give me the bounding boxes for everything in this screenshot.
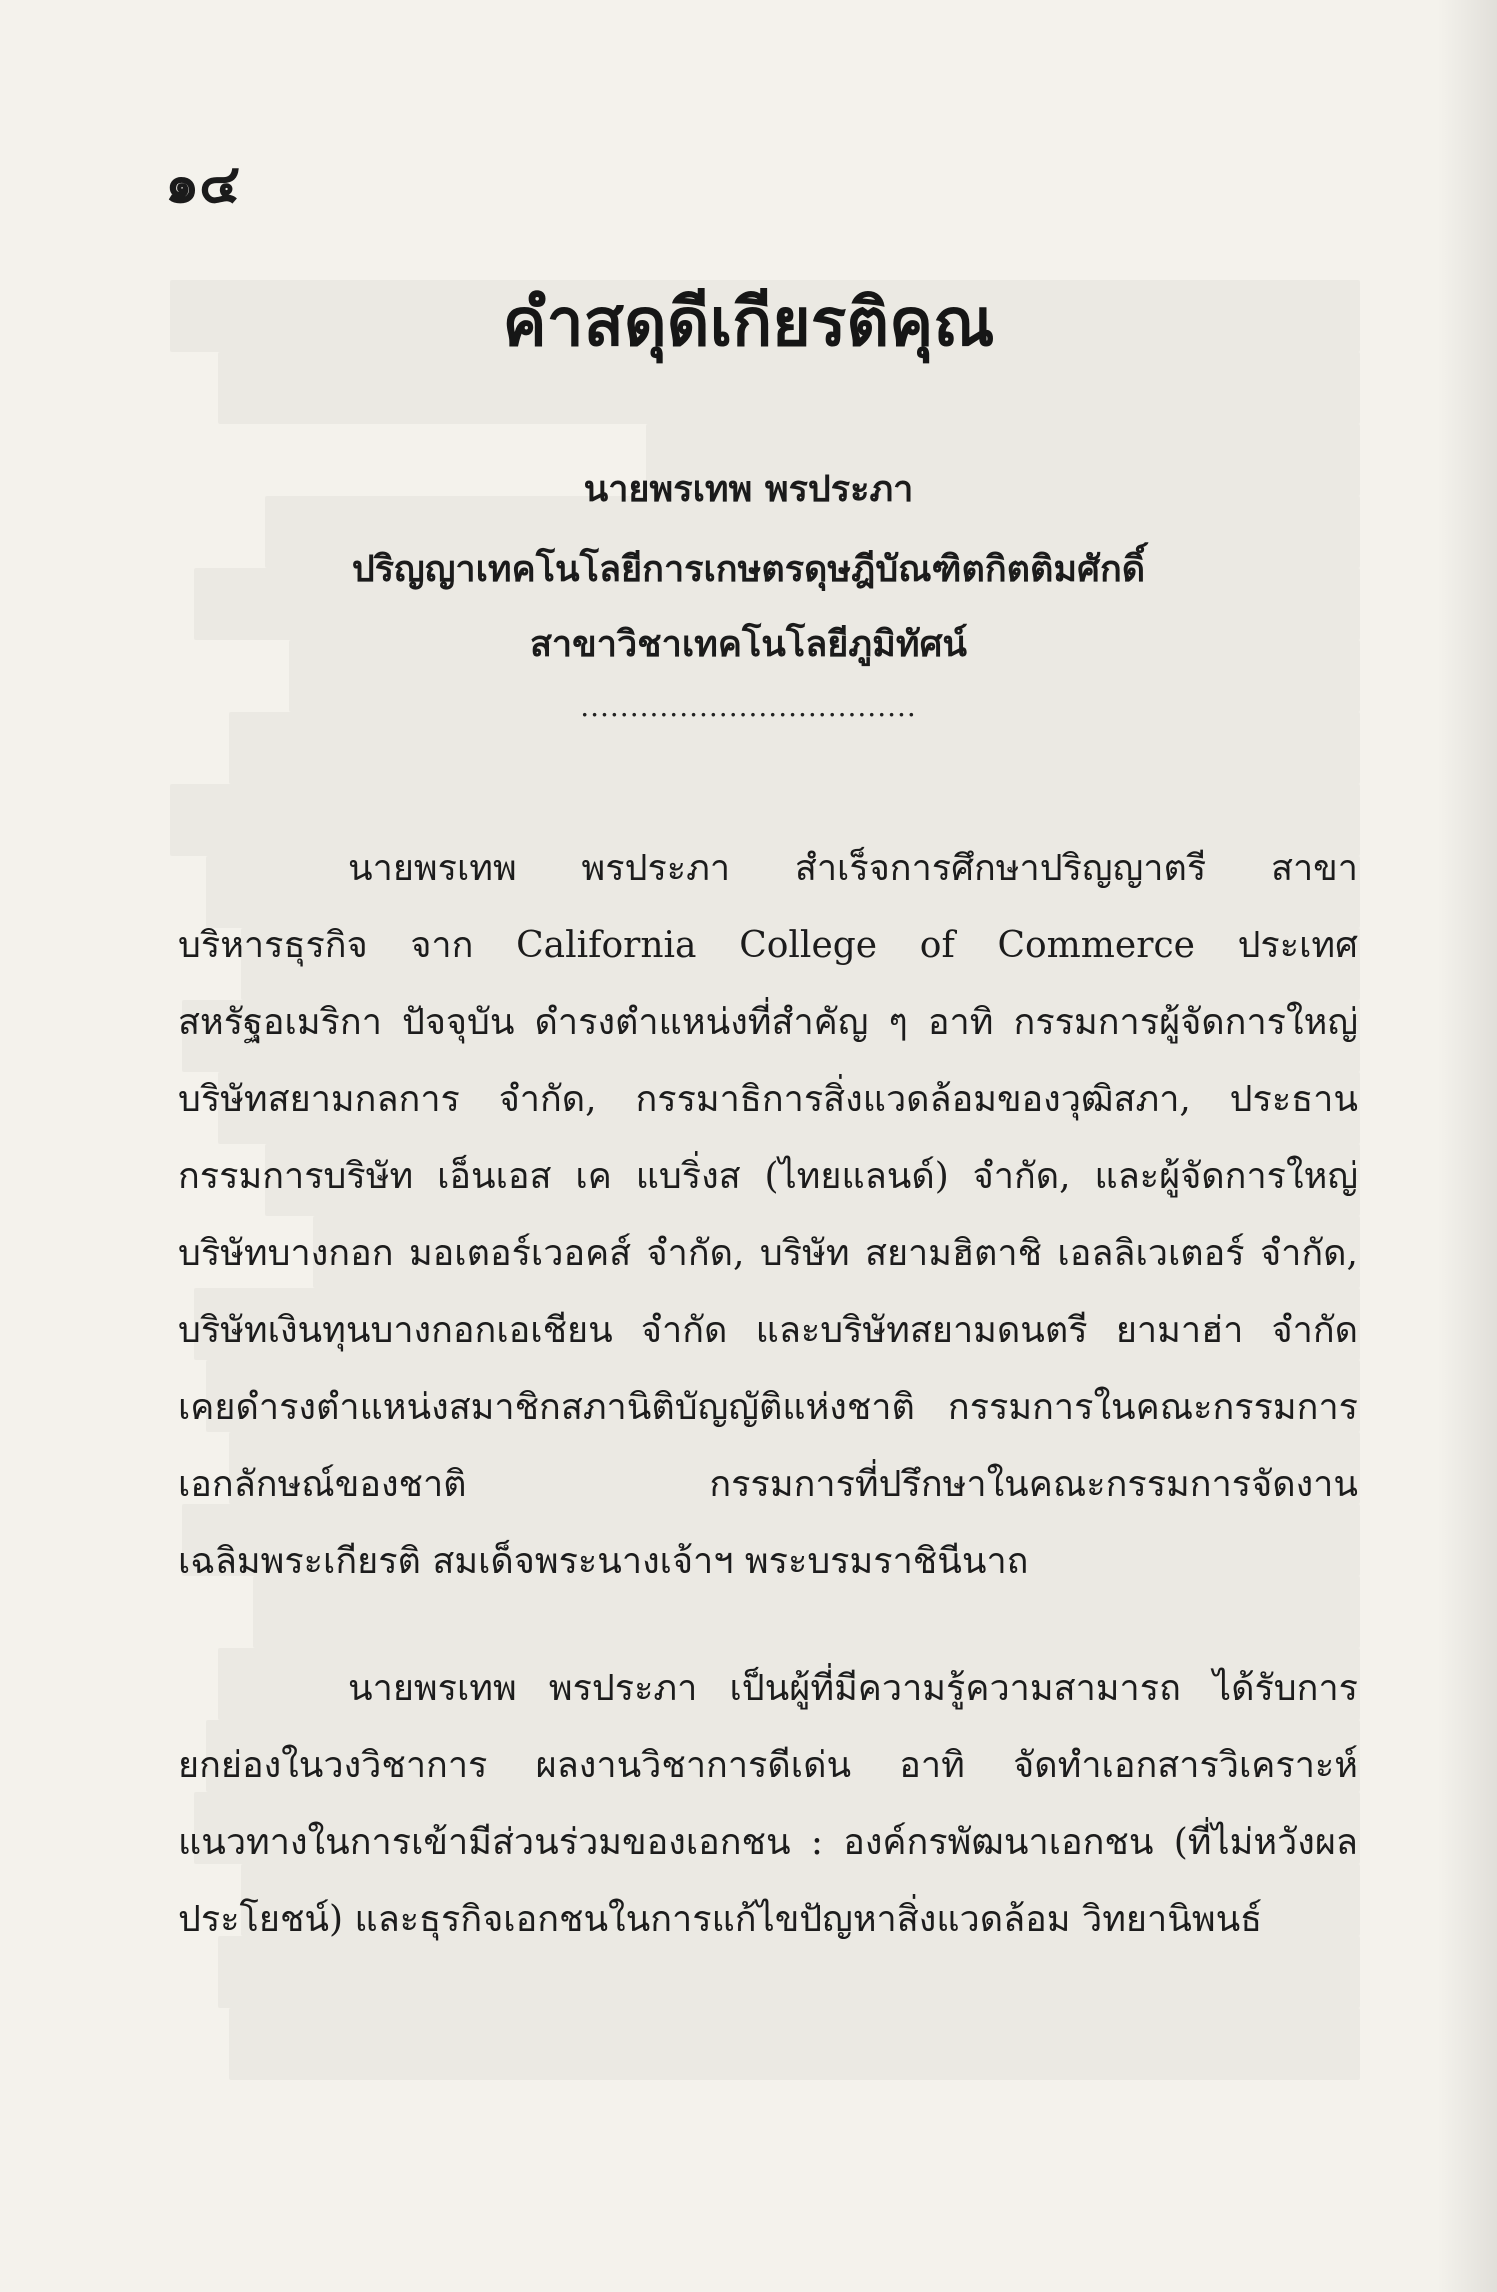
honoree-degree: ปริญญาเทคโนโลยีการเกษตรดุษฎีบัณฑิตกิตติมศักดิ์	[351, 548, 1146, 590]
section-divider: ..................................	[580, 690, 917, 723]
body-paragraph-1	[178, 830, 1358, 1600]
page-title: คำสดุดีเกียรติคุณ	[502, 283, 995, 361]
paragraph-text: นายพรเทพ พรประภา เป็นผู้ที่มีความรู้ความสามารถ ได้รับการยกย่องในวงวิชาการ ผลงานวิชาการดีเด่น อาทิ จัดทำเอกสารวิเคราะห์แนวทางในการเข้ามีส่วนร่วมของเอกชน : องค์กรพัฒนาเอกชน (ที่ไม่หวังผลประโยชน์) และธุรกิจเอกชนในการแก้ไขปัญหาสิ่งแวดล้อม วิทยานิพนธ์	[178, 1668, 1358, 1940]
page-number: ๑๔	[165, 151, 241, 215]
body-paragraph-2	[178, 1650, 1358, 1958]
honoree-name: นายพรเทพ พรประภา	[583, 468, 914, 510]
paragraph-text: นายพรเทพ พรประภา สำเร็จการศึกษาปริญญาตรี สาขาบริหารธุรกิจ จาก California College of Commerce ประเทศสหรัฐอเมริกา ปัจจุบัน ดำรงตำแหน่งที่สำคัญ ๆ อาทิ กรรมการผู้จัดการใหญ่ บริษัทสยามกลการ จำกัด, กรรมาธิการสิ่งแวดล้อมของวุฒิสภา, ประธานกรรมการบริษัท เอ็นเอส เค แบริ่งส (ไทยแลนด์) จำกัด, และผู้จัดการใหญ่ บริษัทบางกอก มอเตอร์เวอคส์ จำกัด, บริษัท สยามฮิตาชิ เอลลิเวเตอร์ จำกัด, บริษัทเงินทุนบางกอกเอเชียน จำกัด และบริษัทสยามดนตรี ยามาฮ่า จำกัด เคยดำรงตำแหน่งสมาชิกสภานิติบัญญัติแห่งชาติ กรรมการในคณะกรรมการเอกลักษณ์ของชาติ กรรมการที่ปรึกษาในคณะกรรมการจัดงานเฉลิมพระเกียรติ สมเด็จพระนางเจ้าฯ พระบรมราชินีนาถ	[178, 848, 1358, 1582]
honoree-field: สาขาวิชาเทคโนโลยีภูมิทัศน์	[529, 623, 968, 665]
